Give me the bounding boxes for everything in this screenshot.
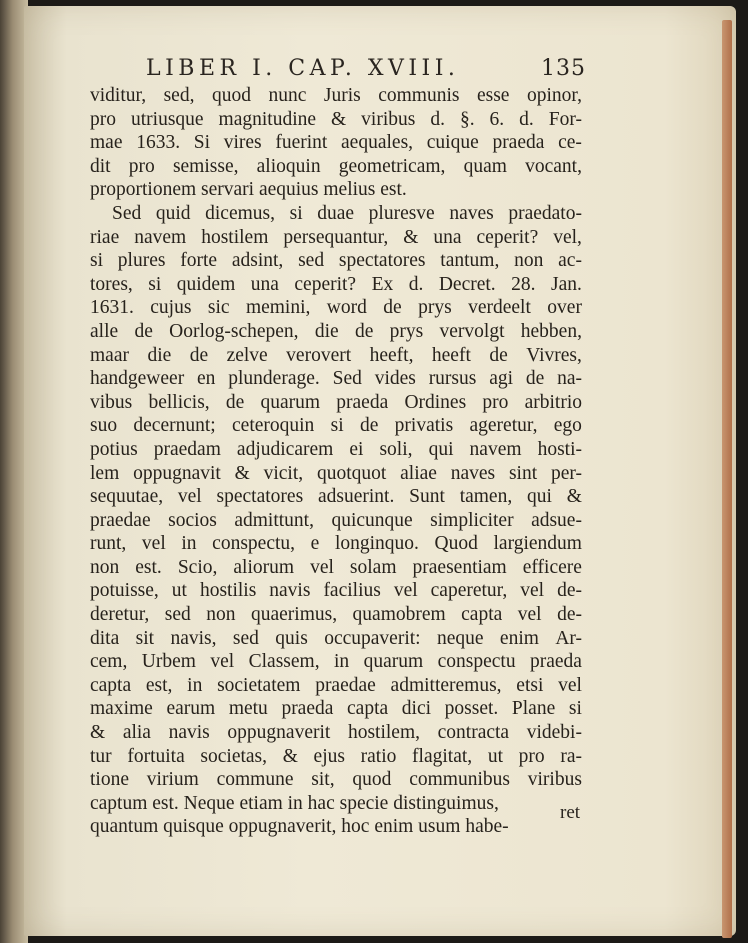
text-line: alle de Oorlog-schepen, die de prys vervolgt hebben, (90, 320, 582, 342)
text-line: tur fortuita societas, & ejus ratio flagitat, ut pro ra- (90, 745, 582, 767)
text-line: dita sit navis, sed quis occupaverit: neque enim Ar- (90, 627, 582, 649)
text-line: & alia navis oppugnaverit hostilem, contracta videbi- (90, 722, 582, 744)
page-edge (722, 20, 732, 938)
text-line: proportionem servari aequius melius est. (90, 179, 407, 201)
text-line: lem oppugnavit & vicit, quotquot aliae naves sint per- (90, 462, 582, 484)
text-line: potius praedam adjudicarem ei soli, qui navem hosti- (90, 438, 582, 460)
text-line: deretur, sed non quaerimus, quamobrem capta vel de- (90, 604, 582, 626)
text-line: captum est. Neque etiam in hac specie distinguimus, (90, 792, 499, 814)
text-line: potuisse, ut hostilis navis facilius vel caperetur, vel de- (90, 580, 582, 602)
text-line: maar die de zelve verovert heeft, heeft de Vivres, (90, 344, 582, 366)
text-line: tione virium commune sit, quod communibus viribus (90, 769, 582, 791)
text-line: pro utriusque magnitudine & viribus d. §. 6. d. For- (90, 108, 582, 130)
text-line: maxime earum metu praeda capta dici posset. Plane si (90, 698, 582, 720)
text-line: non est. Scio, aliorum vel solam praesentiam efficere (90, 556, 582, 578)
text-line: si plures forte adsint, sed spectatores tantum, non ac- (90, 250, 582, 272)
text-line: 1631. cujus sic memini, word de prys verdeelt over (90, 297, 582, 319)
text-line: cem, Urbem vel Classem, in quarum conspectu praeda (90, 651, 582, 673)
body-text (90, 84, 582, 839)
text-line: tores, si quidem una ceperit? Ex d. Decret. 28. Jan. (90, 273, 582, 295)
text-line: Sed quid dicemus, si duae pluresve naves praedato- (112, 202, 582, 224)
text-line: handgeweer en plunderage. Sed vides rursus agi de na- (90, 368, 582, 390)
text-line: runt, vel in conspectu, e longinquo. Quod largiendum (90, 533, 582, 555)
text-line: suo decernunt; ceteroquin si de privatis ageretur, ego (90, 415, 582, 437)
text-line: sequutae, vel spectatores adsuerint. Sunt tamen, qui & (90, 486, 582, 508)
text-line: viditur, sed, quod nunc Juris communis esse opinor, (90, 85, 582, 106)
text-line: riae navem hostilem persequantur, & una ceperit? vel, (90, 226, 582, 248)
page-number: 135 (541, 56, 586, 81)
running-head: LIBER I. CAP. XVIII. (146, 56, 460, 81)
text-line: praedae socios admittunt, quicunque simpliciter adsue- (90, 509, 582, 531)
text-line: dit pro semisse, alioquin geometricam, quam vocant, (90, 155, 582, 177)
text-line: capta est, in societatem praedae admitteremus, etsi vel (90, 674, 582, 696)
catchword: ret (560, 802, 581, 823)
text-line: quantum quisque oppugnaverit, hoc enim usum habe- (90, 816, 509, 838)
text-line: vibus bellicis, de quarum praeda Ordines pro arbitrio (90, 391, 582, 413)
text-line: mae 1633. Si vires fuerint aequales, cuique praeda ce- (90, 132, 582, 154)
page-header (146, 56, 586, 86)
